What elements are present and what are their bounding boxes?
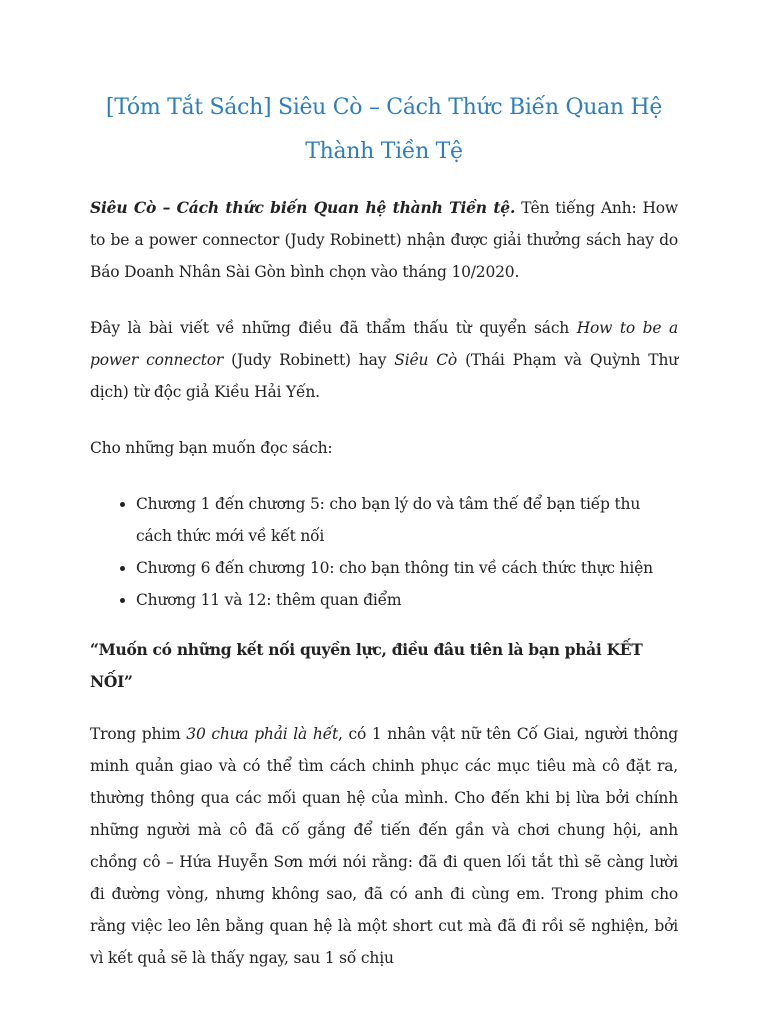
document-page: [90, 86, 678, 998]
source-book-english: How to be a power connector: [90, 319, 679, 369]
source-text-3: (Thái Phạm và Quỳnh Thư dịch) từ độc giả Kiều Hải Yến.: [90, 351, 679, 401]
intro-paragraph: [90, 192, 678, 288]
body-text-2: , có 1 nhân vật nữ tên Cố Giai, người thông minh quản giao và có thể tìm cách chinh phục các mục tiêu mà cô đặt ra, thường thông qua các mối quan hệ của mình. Cho đến khi bị lừa bởi chính những người mà cô đã cố gắng để tiến đến gần và chơi chung hội, anh chồng cô – Hứa Huyễn Sơn mới nói rằng: đã đi quen lối tắt thì sẽ càng lười đi đường vòng, nhưng không sao, đã có anh đi cùng em. Trong phim cho rằng việc leo lên bằng quan hệ là một short cut mà đã đi rồi sẽ nghiện, bởi vì kết quả sẽ là thấy ngay, sau 1 số chịu: [90, 725, 679, 967]
intro-book-title: Siêu Cò – Cách thức biến Quan hệ thành Tiền tệ.: [90, 198, 516, 217]
list-item: • Chương 6 đến chương 10: cho bạn thông tin về cách thức thực hiện: [136, 552, 678, 584]
body-paragraph: [90, 718, 678, 974]
title-line-2: Thành Tiền Tệ: [305, 139, 463, 164]
reader-note-paragraph: Cho những bạn muốn đọc sách:: [90, 439, 333, 457]
section-heading: “Muốn có những kết nối quyền lực, điều đâu tiên là bạn phải KẾT NỐI”: [90, 640, 643, 691]
intro-text: Tên tiếng Anh: How to be a power connector (Judy Robinett) nhận được giải thưởng sách hay do Báo Doanh Nhân Sài Gòn bình chọn vào tháng 10/2020.: [90, 199, 679, 281]
title-line-1: [Tóm Tắt Sách] Siêu Cò – Cách Thức Biến Quan Hệ: [105, 95, 663, 120]
source-book-vietnamese: Siêu Cò: [394, 351, 458, 369]
chapter-list: [90, 488, 678, 616]
source-paragraph: [90, 312, 678, 408]
list-item: • Chương 1 đến chương 5: cho bạn lý do và tâm thế để bạn tiếp thu cách thức mới về kết nối: [136, 488, 678, 552]
source-text-2: (Judy Robinett) hay: [223, 351, 395, 369]
list-item: • Chương 11 và 12: thêm quan điểm: [136, 584, 678, 616]
document-title: [90, 86, 678, 174]
source-text-1: Đây là bài viết về những điều đã thẩm thấu từ quyển sách: [90, 319, 577, 337]
body-text-1: Trong phim: [90, 725, 187, 743]
film-title: 30 chưa phải là hết: [186, 725, 338, 743]
